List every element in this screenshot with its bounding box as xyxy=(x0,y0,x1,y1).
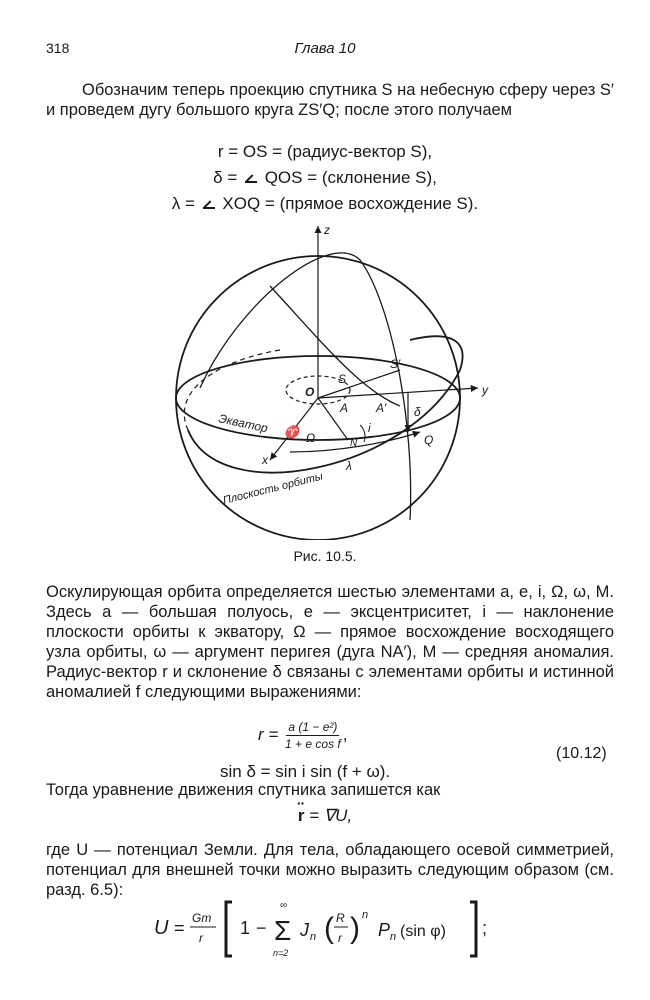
label-S-prime: S′ xyxy=(390,357,401,371)
label-y: y xyxy=(482,383,488,397)
f4-Gm: Gm xyxy=(192,911,212,925)
formula1-tail: , xyxy=(342,724,348,744)
f4-tail: ; xyxy=(482,918,488,938)
label-O: O xyxy=(305,385,315,399)
formula-sin-delta: sin δ = sin i sin (f + ω). xyxy=(220,762,391,781)
f4-sum: Σ xyxy=(274,915,292,946)
eq3-lhs: λ = xyxy=(171,194,200,213)
label-delta: δ xyxy=(414,405,421,419)
figure-celestial-sphere xyxy=(160,220,500,540)
eq1-lhs: r = OS = xyxy=(217,142,287,161)
label-aries: ♈ xyxy=(284,425,299,439)
label-Q: Q xyxy=(424,433,434,447)
f4-exp-n: n xyxy=(362,909,369,921)
potential-formula-svg xyxy=(152,890,532,970)
f4-r: r xyxy=(199,931,203,945)
equation-radius-vector xyxy=(0,142,650,162)
eq2-lhs: δ = xyxy=(213,168,242,187)
great-circle-zsq xyxy=(270,286,400,406)
eq2-mid: QOS = xyxy=(259,168,322,187)
f4-r2: r xyxy=(338,931,342,945)
page-number: 318 xyxy=(46,40,70,56)
f4-paren-left: ( xyxy=(324,912,334,945)
f4-P-sub: n xyxy=(390,931,397,943)
formula3-rest: = ∇U, xyxy=(304,806,353,825)
equation-number: (10.12) xyxy=(556,745,607,762)
formula1-numerator: a (1 − e²) xyxy=(288,720,338,734)
label-N: N xyxy=(350,438,358,449)
f4-R: R xyxy=(336,911,345,925)
f4-eq: = xyxy=(174,918,185,938)
label-equator: Экватор xyxy=(217,411,270,436)
f4-one: 1 xyxy=(240,918,251,938)
label-orbit-plane: Плоскость орбиты xyxy=(221,470,325,507)
label-i: i xyxy=(368,421,371,435)
label-lambda: λ xyxy=(346,459,352,473)
formula-motion xyxy=(0,806,650,826)
label-A-prime: A′ xyxy=(376,401,387,415)
f4-sin-phi: (sin φ) xyxy=(400,923,446,940)
label-omega: Ω xyxy=(306,431,316,445)
eq2-rhs: (склонение S), xyxy=(321,168,437,187)
formula-potential xyxy=(152,890,532,970)
paragraph-motion: Тогда уравнение движения спутника запишется как xyxy=(46,781,441,799)
formula-radius xyxy=(258,720,347,751)
angle-symbol xyxy=(242,170,260,184)
angle-symbol xyxy=(200,196,218,210)
equation-declination xyxy=(0,168,650,188)
page-header xyxy=(46,40,604,60)
f4-J-sub: n xyxy=(310,931,317,943)
eq1-rhs: (радиус-вектор S), xyxy=(286,142,433,161)
paragraph-orbit-elements: Оскулирующая орбита определяется шестью элементами a, e, i, Ω, ω, M. Здесь a — большая полуось, e — эксцентриситет, i — наклонение плоскости орбиты к экватору, Ω — прямое восхождение восходящего узла орбиты, ω — аргумент перигея (дуга NA′), M — средняя аномалия. Радиус-вектор r и склонение δ связаны с элементами орбиты и истинной аномалией f следующими выражениями: xyxy=(46,583,614,701)
label-x: x xyxy=(262,453,268,467)
paragraph-potential: где U — потенциал Земли. Для тела, обладающего осевой симметрией, потенциал для внешней точки можно выразить следующим образом (см. разд. 6.5): xyxy=(46,841,614,899)
equation-right-ascension xyxy=(0,194,650,214)
celestial-sphere-diagram xyxy=(160,220,500,540)
f4-right-bracket xyxy=(470,902,476,956)
f4-J: J xyxy=(300,920,309,940)
paragraph-intro: Обозначим теперь проекцию спутника S на небесную сферу через S′ и проведем дугу большого круга ZS′Q; после этого получаем xyxy=(46,81,614,119)
formula1-fraction xyxy=(285,720,341,751)
eq3-mid: XOQ = xyxy=(217,194,280,213)
label-A: A xyxy=(340,401,349,415)
label-z: z xyxy=(324,223,330,237)
f4-U: U xyxy=(154,917,169,939)
f4-minus: − xyxy=(256,918,267,938)
f4-P: P xyxy=(378,920,391,940)
figure-caption: Рис. 10.5. xyxy=(293,548,357,564)
running-head: Глава 10 xyxy=(294,40,356,57)
f4-paren-right: ) xyxy=(350,912,360,945)
label-S: S xyxy=(338,372,347,386)
formula1-lhs: r = xyxy=(258,724,284,744)
formula1-denominator: 1 + e cos f xyxy=(285,737,341,751)
inclination-arc xyxy=(360,425,365,442)
f4-left-bracket xyxy=(226,902,232,956)
f4-sum-bottom: n=2 xyxy=(273,948,289,958)
eq3-rhs: (прямое восхождение S). xyxy=(279,194,479,213)
r-double-dot: ·· r xyxy=(298,806,305,826)
f4-sum-top: ∞ xyxy=(280,900,288,911)
